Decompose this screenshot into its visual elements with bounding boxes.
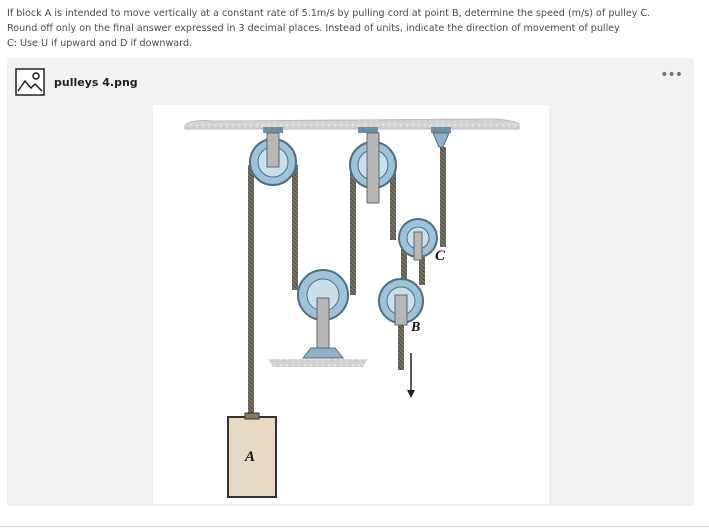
mount-3: [431, 127, 451, 133]
label-c: C: [435, 248, 446, 264]
mount-1: [263, 127, 283, 133]
pull-arrow-head: [407, 390, 415, 398]
rope-3-right: [440, 147, 446, 247]
pulley-top-middle: [350, 133, 396, 203]
attachment-header: [15, 68, 138, 96]
image-icon: [15, 68, 45, 96]
image-attachment: [7, 58, 694, 506]
pulley-b: [379, 279, 423, 325]
pulley-diagram: [153, 105, 549, 504]
question-line-3: C: Use U if upward and D if downward.: [7, 38, 193, 49]
mount-2: [358, 127, 378, 133]
question-line-1: If block A is intended to move vertically at a constant rate of 5.1m/s by pulling cord at point B, determine the speed (m/s) of pulley C.: [7, 8, 651, 19]
rope-1-right: [292, 165, 298, 290]
question-text: [7, 6, 702, 51]
rope-2-left: [350, 170, 356, 295]
mount-3-bracket: [433, 133, 449, 147]
attachment-file-name[interactable]: pulleys 4.png: [54, 75, 138, 89]
pulley-lower-left: [298, 270, 348, 358]
bottom-divider: [0, 526, 709, 527]
floor-support: [268, 359, 368, 367]
more-options-icon[interactable]: •••: [660, 67, 682, 83]
label-b: B: [411, 320, 421, 335]
pulley-top-left: [250, 133, 296, 185]
ceiling-support: [185, 119, 519, 129]
block-a-hook: [245, 413, 259, 419]
question-line-2: Round off only on the final answer expressed in 3 decimal places. Instead of units, indicate the direction of movement of pulley: [7, 23, 620, 34]
rope-a-left: [248, 165, 254, 420]
label-a: A: [245, 449, 256, 465]
